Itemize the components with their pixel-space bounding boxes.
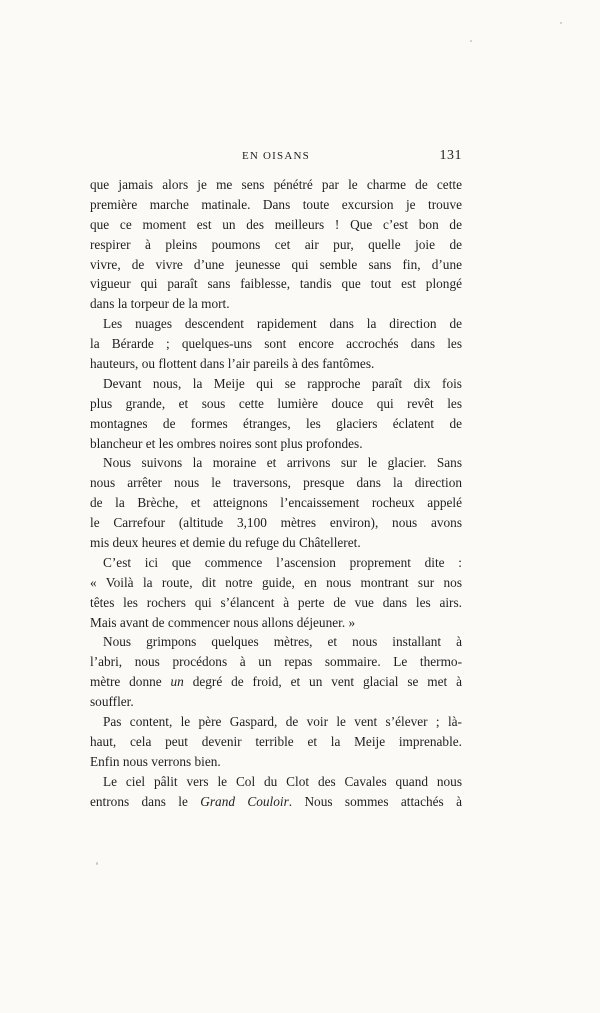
paper-speck [470, 40, 472, 42]
text-line: que jamais alors je me sens pénétré par le charme de cette [90, 177, 462, 192]
paper-speck [560, 22, 562, 24]
paper-speck [96, 862, 98, 865]
text-line: vivre, de vivre d’une jeunesse qui semble sans fin, d’une [90, 256, 462, 272]
body-text [90, 175, 462, 812]
text-line: que ce moment est un des meilleurs ! Que c’est bon de [90, 216, 462, 232]
text-line: Enfin nous verrons bien. [90, 753, 221, 769]
text-line: Pas content, le père Gaspard, de voir le vent s’élever ; là- [103, 714, 462, 730]
text-line: Nous suivons la moraine et arrivons sur le glacier. Sans [103, 455, 462, 471]
text-line: première marche matinale. Dans toute excursion je trouve [90, 196, 462, 212]
text-line: hauteurs, ou flottent dans l’air pareils à des fantômes. [90, 356, 375, 372]
text-line: Les nuages descendent rapidement dans la direction de [103, 316, 462, 332]
running-title: EN OISANS [242, 150, 310, 162]
text-line: mètre donne un degré de froid, et un vent glacial se met à [90, 674, 462, 690]
text-line: mis deux heures et demie du refuge du Châtelleret. [90, 535, 361, 551]
text-line: respirer à pleins poumons cet air pur, quelle joie de [90, 236, 462, 252]
text-line: l’abri, nous procédons à un repas sommaire. Le thermo- [90, 654, 462, 670]
text-line: la Bérarde ; quelques-uns sont encore accrochés dans les [90, 336, 462, 352]
italic-term: Grand Couloir [200, 793, 289, 809]
text-line: de la Brèche, et atteignons l’encaissement rocheux appelé [90, 495, 462, 511]
text-line: dans la torpeur de la mort. [90, 296, 230, 312]
text-line: entrons dans le Grand Couloir. Nous sommes attachés à [90, 793, 462, 809]
running-header [90, 148, 462, 168]
text-line: « Voilà la route, dit notre guide, en nous montrant sur nos [90, 574, 462, 590]
text-line: haut, cela peut devenir terrible et la Meije imprenable. [90, 733, 462, 749]
text-line: blancheur et les ombres noires sont plus profondes. [90, 435, 363, 451]
text-line: Le ciel pâlit vers le Col du Clot des Cavales quand nous [103, 773, 462, 789]
text-line: le Carrefour (altitude 3,100 mètres environ), nous avons [90, 515, 462, 531]
text-line: vigueur qui paraît sans faiblesse, tandis que tout est plongé [90, 276, 462, 292]
text-line: Nous grimpons quelques mètres, et nous installant à [103, 634, 462, 650]
text-line: nous arrêter nous le traversons, presque dans la direction [90, 475, 462, 491]
text-line: montagnes de formes étranges, les glaciers éclatent de [90, 415, 462, 431]
page-number: 131 [439, 148, 462, 163]
italic-term: un [170, 674, 184, 690]
text-line: plus grande, et sous cette lumière douce qui revêt les [90, 395, 462, 411]
text-line: Mais avant de commencer nous allons déjeuner. » [90, 614, 356, 630]
text-line: Devant nous, la Meije qui se rapproche paraît dix fois [103, 375, 462, 391]
text-line: C’est ici que commence l’ascension proprement dite : [103, 554, 462, 570]
text-line: souffler. [90, 694, 134, 710]
text-line: têtes les rochers qui s’élancent à perte de vue dans les airs. [90, 594, 462, 610]
